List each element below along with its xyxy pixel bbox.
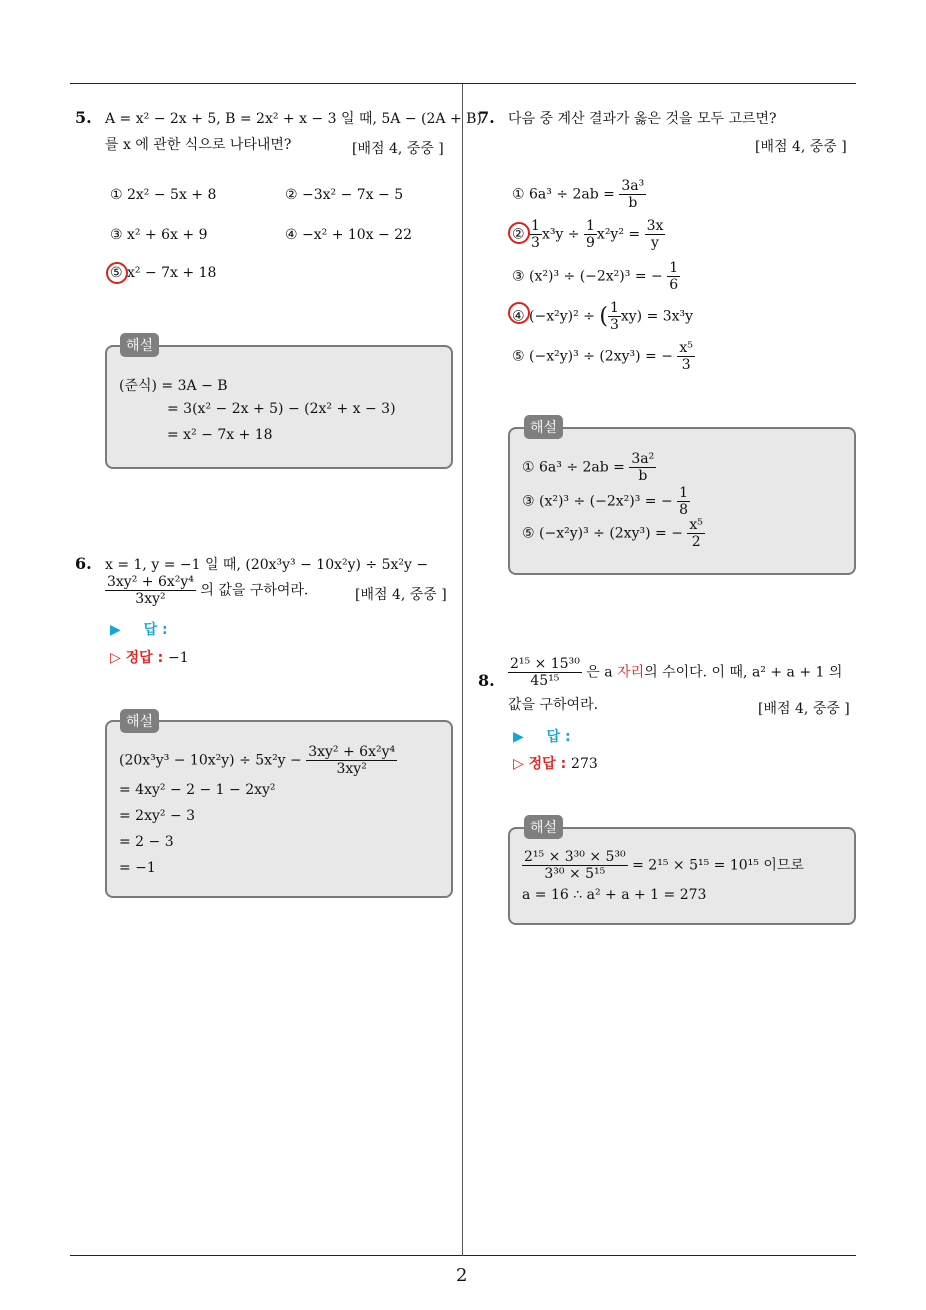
q8-fraction: $\frac{\text{2¹⁵ × 15³⁰}}{\text{45¹⁵}}$ xyxy=(510,656,580,689)
bottom-rule xyxy=(70,1255,856,1256)
q6-correct-answer: ▷ 정답 : −1 xyxy=(110,650,189,666)
q5-line2: 를 x 에 관한 식으로 나타내면? xyxy=(105,137,292,153)
q5-option-3[interactable]: ③ x² + 6x + 9 xyxy=(110,227,208,243)
q6-solution-box xyxy=(105,720,453,898)
q5-answer-circle xyxy=(106,262,128,284)
q5-solution-tag: 해설 xyxy=(120,333,159,357)
q5-line1: A = x² − 2x + 5, B = 2x² + x − 3 일 때, 5A − (2A + B) xyxy=(105,111,482,127)
q7-sol-line2: ③ (x²)³ ÷ (−2x²)³ = − $\frac{1}{8}$ xyxy=(522,485,689,518)
q6-answer-blank[interactable]: ▶ 답 : xyxy=(110,622,168,638)
q8-number: 8. xyxy=(478,671,495,690)
q6-line2-tail: 의 값을 구하여라. xyxy=(200,582,309,599)
q6-fraction: $\frac{\text{3xy² + 6x²y⁴}}{\text{3xy²}}$ xyxy=(107,574,194,607)
q7-option-4-circle xyxy=(508,302,530,324)
q6-sol-first: (20x³y³ − 10x²y) ÷ 5x²y − $\frac{\text{3xy² + 6x²y⁴}}{\text{3xy²}}$ xyxy=(119,744,396,777)
q7-line1: 다음 중 계산 결과가 옳은 것을 모두 고르면? xyxy=(508,111,777,127)
q7-option-3[interactable]: ③ (x²)³ ÷ (−2x²)³ = − $\frac{1}{6}$ xyxy=(512,260,679,293)
column-divider xyxy=(462,84,463,1256)
q6-sol-line3: = 2xy² − 3 xyxy=(119,808,196,824)
q5-option-5[interactable]: ⑤ x² − 7x + 18 xyxy=(110,265,217,281)
q6-sol-line2: = 4xy² − 2 − 1 − 2xy² xyxy=(119,782,276,798)
q7-solution-box xyxy=(508,427,856,575)
q5-number: 5. xyxy=(75,108,92,127)
q8-line2: 값을 구하여라. xyxy=(508,697,599,713)
page-number: 2 xyxy=(456,1265,468,1286)
q6-solution-tag: 해설 xyxy=(120,709,159,733)
q6-sol-line5: = −1 xyxy=(119,860,156,876)
q8-correct-answer: ▷ 정답 : 273 xyxy=(513,756,598,772)
q5-option-2[interactable]: ② −3x² − 7x − 5 xyxy=(285,187,404,203)
q8-sol-line2: a = 16 ∴ a² + a + 1 = 273 xyxy=(522,887,707,903)
q6-line1: x = 1, y = −1 일 때, (20x³y³ − 10x²y) ÷ 5x²y − xyxy=(105,557,429,573)
q5-option-4[interactable]: ④ −x² + 10x − 22 xyxy=(285,227,413,243)
q7-number: 7. xyxy=(478,108,495,127)
q6-number: 6. xyxy=(75,554,92,573)
q6-line2 xyxy=(105,574,308,607)
q6-score: [배점 4, 중중 ] xyxy=(355,587,447,603)
q7-option-5[interactable]: ⑤ (−x²y)³ ÷ (2xy³) = − $\frac{\text{x⁵}}{3}$ xyxy=(512,340,693,373)
q7-sol-line3: ⑤ (−x²y)³ ÷ (2xy³) = − $\frac{\text{x⁵}}{2}$ xyxy=(522,517,703,550)
q8-line1: $\frac{\text{2¹⁵ × 15³⁰}}{\text{45¹⁵}}$ 은 a 자리의 수이다. 이 때, a² + a + 1 의 xyxy=(510,656,843,689)
q7-option-2-circle xyxy=(508,222,530,244)
q7-sol-line1: ① 6a³ ÷ 2ab = $\frac{\text{3a²}}{b}$ xyxy=(522,451,655,484)
q5-option-1[interactable]: ① 2x² − 5x + 8 xyxy=(110,187,217,203)
q5-solution-box xyxy=(105,345,453,469)
q8-sol-line1: $\frac{\text{2¹⁵ × 3³⁰ × 5³⁰}}{\text{3³⁰ × 5¹⁵}}$ = 2¹⁵ × 5¹⁵ = 10¹⁵ 이므로 xyxy=(524,849,804,882)
top-rule xyxy=(70,83,856,84)
q5-sol-line2: = 3(x² − 2x + 5) − (2x² + x − 3) xyxy=(167,401,396,417)
q5-sol-line1: (준식) = 3A − B xyxy=(119,378,228,394)
q7-option-4[interactable]: ④ (−x²y)² ÷ ( $\frac{1}{3}$ xy) = 3x³y xyxy=(512,300,694,333)
q7-option-1[interactable]: ① 6a³ ÷ 2ab = $\frac{\text{3a³}}{b}$ xyxy=(512,178,645,211)
q5-sol-line3: = x² − 7x + 18 xyxy=(167,427,273,443)
q8-solution-tag: 해설 xyxy=(524,815,563,839)
q7-option-2[interactable]: ② $\frac{1}{3}$ x³y ÷ $\frac{1}{9}$ x²y² = $\frac{3x}{y}$ xyxy=(512,218,664,251)
q6-sol-line4: = 2 − 3 xyxy=(119,834,174,850)
q7-score: [배점 4, 중중 ] xyxy=(755,139,847,155)
q5-score: [배점 4, 중중 ] xyxy=(352,141,444,157)
q8-score: [배점 4, 중중 ] xyxy=(758,701,850,717)
q8-solution-box xyxy=(508,827,856,925)
q8-answer-blank[interactable]: ▶ 답 : xyxy=(513,729,571,745)
q7-solution-tag: 해설 xyxy=(524,415,563,439)
